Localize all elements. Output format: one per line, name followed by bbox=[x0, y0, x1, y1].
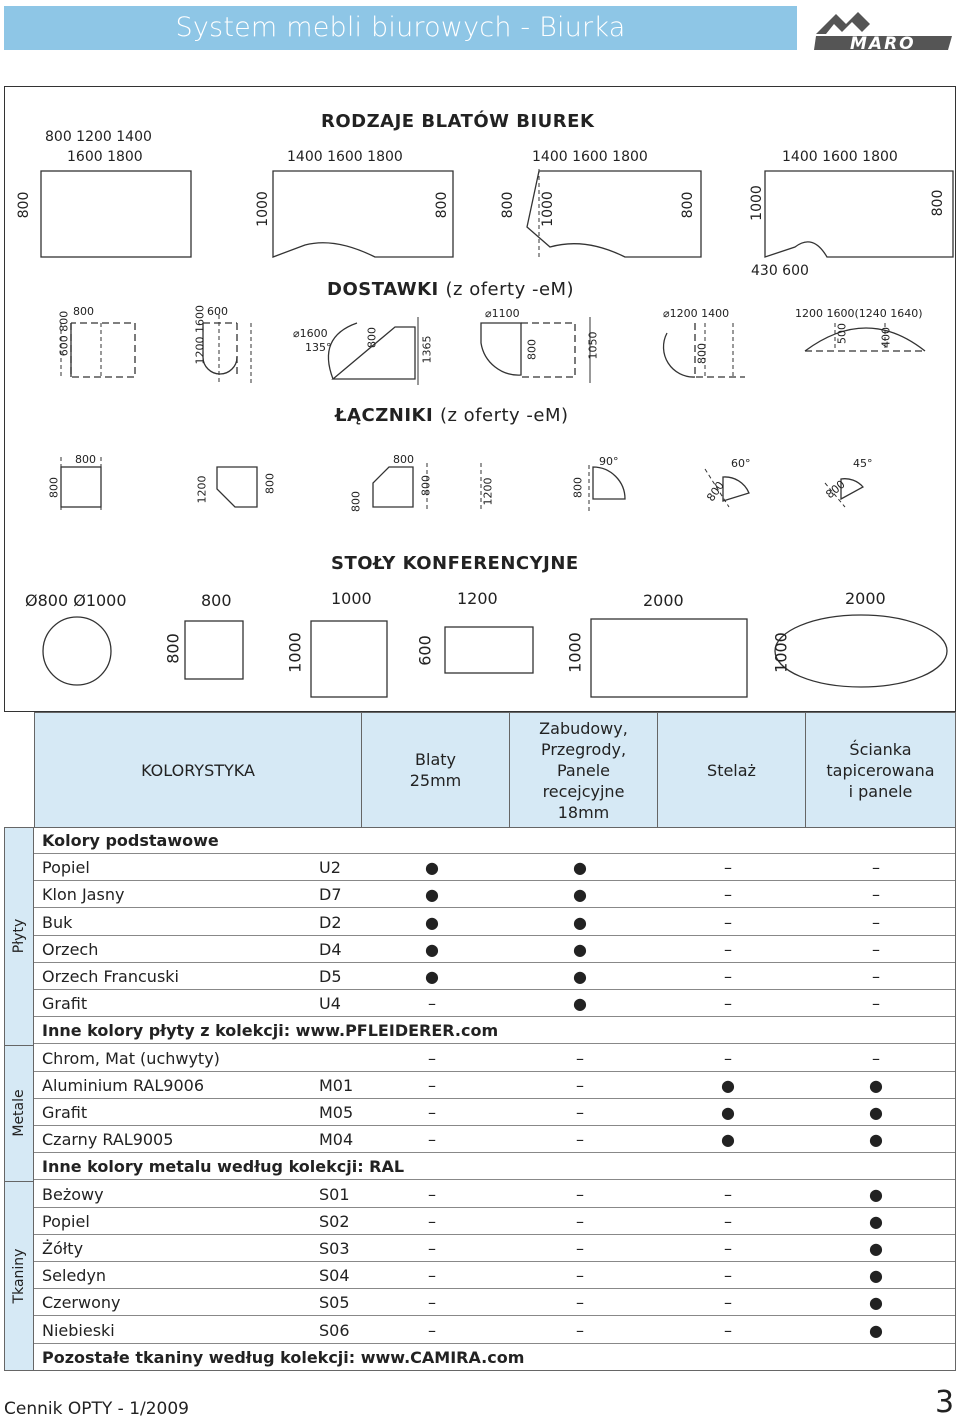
conf5-width: 2000 bbox=[643, 591, 684, 610]
conf2-depth: 800 bbox=[163, 633, 183, 664]
table-row bbox=[34, 1126, 956, 1153]
connector3-a: 800 bbox=[349, 491, 363, 512]
extensions-title-main: DOSTAWKI bbox=[327, 279, 439, 300]
table-row bbox=[34, 990, 956, 1017]
availability-mark: – bbox=[576, 1239, 584, 1258]
group-label: Metale bbox=[11, 1088, 27, 1137]
conf1-shape bbox=[43, 617, 111, 685]
availability-mark: ● bbox=[573, 885, 587, 905]
color-code: U2 bbox=[319, 858, 341, 878]
color-name: Aluminium RAL9006 bbox=[42, 1075, 205, 1095]
conf6-shape bbox=[775, 615, 947, 687]
conf2-shape bbox=[185, 621, 243, 679]
color-code: M01 bbox=[319, 1075, 354, 1095]
availability-mark: – bbox=[576, 1075, 584, 1095]
availability-mark: – bbox=[428, 1075, 436, 1095]
color-name: Seledyn bbox=[42, 1266, 107, 1286]
color-name: Żółty bbox=[42, 1239, 84, 1258]
conf4-depth: 600 bbox=[415, 635, 435, 666]
color-name: Czarny RAL9005 bbox=[42, 1130, 174, 1150]
availability-mark: – bbox=[428, 1130, 436, 1150]
logo-text: MARO bbox=[850, 34, 916, 52]
connectors-title-note: (z oferty -eM) bbox=[439, 405, 569, 426]
availability-mark: ● bbox=[573, 967, 587, 986]
conf3-depth: 1000 bbox=[285, 632, 305, 673]
table-header-col3: Stelaż bbox=[658, 712, 806, 827]
conf5-shape bbox=[591, 619, 747, 697]
drawings-panel bbox=[4, 86, 956, 712]
ext3-angle: 135° bbox=[305, 341, 332, 354]
table-header-col1: Blaty 25mm bbox=[362, 712, 510, 827]
conf6-width: 2000 bbox=[845, 589, 886, 608]
footer-page-number: 3 bbox=[935, 1385, 955, 1420]
group-label: Tkaniny bbox=[11, 1248, 28, 1304]
availability-mark: ● bbox=[869, 1211, 883, 1231]
availability-mark: ● bbox=[425, 939, 439, 959]
connector5-angle: 60° bbox=[731, 457, 751, 470]
table-row bbox=[34, 1153, 956, 1180]
availability-mark: – bbox=[724, 939, 732, 959]
page-title: System mebli biurowych - Biurka bbox=[175, 12, 626, 43]
color-name: Grafit bbox=[42, 1103, 88, 1122]
color-name: Niebieski bbox=[42, 1320, 115, 1340]
extensions-title-note: (z oferty -eM) bbox=[445, 279, 575, 300]
color-code: D7 bbox=[319, 885, 342, 905]
availability-mark: – bbox=[872, 939, 880, 959]
desktop3-depth-b: 1000 bbox=[540, 191, 556, 227]
ext6-a: 500 bbox=[835, 323, 849, 344]
availability-mark: – bbox=[724, 1320, 732, 1340]
availability-mark: ● bbox=[869, 1266, 883, 1286]
connector1-top: 800 bbox=[75, 453, 96, 466]
conf4-shape bbox=[445, 627, 533, 673]
color-code: M04 bbox=[319, 1130, 354, 1150]
table-row bbox=[34, 1262, 956, 1289]
availability-mark: ● bbox=[721, 1075, 735, 1095]
color-name: Grafit bbox=[42, 994, 88, 1014]
availability-mark: – bbox=[872, 885, 880, 905]
connectors-title-main: ŁĄCZNIKI bbox=[335, 405, 434, 426]
color-table bbox=[4, 712, 956, 1374]
table-header-title: KOLORYSTYKA bbox=[34, 712, 362, 827]
connector6-angle: 45° bbox=[853, 457, 873, 470]
connector4-angle: 90° bbox=[599, 455, 619, 468]
conf5-depth: 1000 bbox=[565, 632, 585, 673]
color-code: D4 bbox=[319, 939, 342, 959]
availability-mark: ● bbox=[425, 858, 439, 878]
desktop4-depth-b: 800 bbox=[930, 189, 946, 217]
table-subheading: Kolory podstawowe bbox=[42, 831, 219, 850]
table-subheading: Pozostałe tkaniny według kolekcji: www.CAMIRA.com bbox=[42, 1347, 525, 1367]
availability-mark: ● bbox=[573, 939, 587, 959]
availability-mark: – bbox=[576, 1293, 584, 1313]
desktop4-depth-a: 1000 bbox=[749, 185, 765, 221]
color-code: S06 bbox=[319, 1320, 350, 1340]
availability-mark: – bbox=[428, 1211, 436, 1231]
availability-mark: ● bbox=[869, 1184, 883, 1204]
ext4-depth: 1050 bbox=[586, 331, 600, 360]
table-row bbox=[34, 1317, 956, 1344]
connector1-side: 800 bbox=[47, 477, 61, 498]
availability-mark: – bbox=[724, 1239, 732, 1258]
availability-mark: – bbox=[428, 1048, 436, 1068]
desktop1-depth: 800 bbox=[16, 191, 32, 219]
availability-mark: – bbox=[576, 1320, 584, 1340]
color-code: S02 bbox=[319, 1211, 350, 1231]
connector2-b: 800 bbox=[263, 473, 277, 494]
table-header-col2: Zabudowy, Przegrody, Panele recejcyjne 18mm bbox=[510, 712, 658, 827]
ext2-top: 600 bbox=[207, 305, 228, 318]
ext1-side: 600 800 bbox=[57, 310, 71, 357]
ext3-side: 800 bbox=[365, 327, 379, 348]
table-row bbox=[34, 936, 956, 963]
color-code: S05 bbox=[319, 1293, 350, 1313]
conf2-width: 800 bbox=[201, 591, 232, 610]
table-row bbox=[34, 827, 956, 854]
desktop3-depth-a: 800 bbox=[500, 191, 516, 219]
conf3-width: 1000 bbox=[331, 589, 372, 608]
ext2-side: 1200 1600 bbox=[193, 305, 207, 365]
table-row bbox=[34, 1045, 956, 1072]
table-row bbox=[34, 854, 956, 881]
availability-mark: ● bbox=[869, 1320, 883, 1340]
color-code: M05 bbox=[319, 1103, 354, 1122]
availability-mark: – bbox=[724, 1184, 732, 1204]
color-name: Czerwony bbox=[42, 1293, 121, 1313]
color-code: S04 bbox=[319, 1266, 350, 1286]
availability-mark: – bbox=[724, 858, 732, 878]
color-name: Popiel bbox=[42, 858, 90, 878]
availability-mark: – bbox=[724, 885, 732, 905]
availability-mark: – bbox=[428, 1266, 436, 1286]
color-name: Beżowy bbox=[42, 1184, 104, 1204]
table-row bbox=[34, 1289, 956, 1316]
color-code: D2 bbox=[319, 912, 342, 932]
color-code: S01 bbox=[319, 1184, 350, 1204]
desktops-title: RODZAJE BLATÓW BIUREK bbox=[321, 111, 595, 132]
group-label: Płyty bbox=[11, 918, 27, 954]
availability-mark: ● bbox=[869, 1293, 883, 1313]
availability-mark: ● bbox=[869, 1239, 883, 1258]
availability-mark: – bbox=[872, 994, 880, 1014]
availability-mark: ● bbox=[721, 1103, 735, 1122]
availability-mark: – bbox=[576, 1103, 584, 1122]
connector6-side: 800 bbox=[823, 477, 848, 502]
availability-mark: – bbox=[428, 1103, 436, 1122]
availability-mark: – bbox=[428, 994, 436, 1014]
desktop3-depth-c: 800 bbox=[680, 191, 696, 219]
availability-mark: – bbox=[724, 967, 732, 986]
connector4-side: 800 bbox=[571, 477, 585, 498]
connector3-c: 1200 bbox=[481, 477, 495, 506]
availability-mark: ● bbox=[721, 1130, 735, 1150]
availability-mark: – bbox=[872, 967, 880, 986]
conference-title: STOŁY KONFERENCYJNE bbox=[331, 553, 579, 574]
conf4-width: 1200 bbox=[457, 589, 498, 608]
color-name: Popiel bbox=[42, 1211, 90, 1231]
availability-mark: – bbox=[428, 1293, 436, 1313]
color-name: Orzech Francuski bbox=[42, 967, 179, 986]
group-band bbox=[4, 827, 34, 1045]
desktop4-widths: 1400 1600 1800 bbox=[782, 149, 898, 165]
availability-mark: – bbox=[872, 1048, 880, 1068]
availability-mark: – bbox=[724, 1293, 732, 1313]
table-row bbox=[34, 1344, 956, 1371]
availability-mark: ● bbox=[573, 858, 587, 878]
connector3-b: 800 bbox=[419, 475, 433, 496]
conference-shapes bbox=[5, 87, 957, 713]
table-subheading: Inne kolory płyty z kolekcji: www.PFLEIDERER.com bbox=[42, 1021, 499, 1041]
conf1-diameter: Ø800 Ø1000 bbox=[25, 591, 127, 610]
group-band bbox=[4, 1181, 34, 1371]
ext3-depth: 1365 bbox=[420, 335, 434, 364]
table-row bbox=[34, 1017, 956, 1044]
desktop1-widths-a: 800 1200 1400 bbox=[45, 129, 152, 145]
ext6-top: 1200 1600(1240 1640) bbox=[795, 307, 923, 320]
table-row bbox=[34, 1235, 956, 1262]
footer-catalog-name: Cennik OPTY - 1/2009 bbox=[4, 1399, 189, 1419]
availability-mark: – bbox=[724, 912, 732, 932]
desktop2-widths: 1400 1600 1800 bbox=[287, 149, 403, 165]
availability-mark: – bbox=[428, 1239, 436, 1258]
availability-mark: ● bbox=[425, 885, 439, 905]
connector3-top: 800 bbox=[393, 453, 414, 466]
ext4-side: 800 bbox=[525, 339, 539, 360]
availability-mark: ● bbox=[425, 912, 439, 932]
color-name: Klon Jasny bbox=[42, 885, 125, 905]
table-row bbox=[34, 1099, 956, 1126]
color-name: Orzech bbox=[42, 939, 99, 959]
availability-mark: – bbox=[428, 1320, 436, 1340]
color-code: S03 bbox=[319, 1239, 350, 1258]
availability-mark: ● bbox=[869, 1075, 883, 1095]
color-name: Buk bbox=[42, 912, 73, 932]
table-row bbox=[34, 1208, 956, 1235]
ext3-diameter: ⌀1600 bbox=[293, 327, 328, 340]
availability-mark: – bbox=[576, 1048, 584, 1068]
table-header-col4: Ścianka tapicerowana i panele bbox=[806, 712, 956, 827]
table-row bbox=[34, 881, 956, 908]
availability-mark: – bbox=[724, 1048, 732, 1068]
table-row bbox=[34, 1181, 956, 1208]
availability-mark: – bbox=[724, 1211, 732, 1231]
maro-logo bbox=[812, 4, 956, 52]
availability-mark: – bbox=[428, 1184, 436, 1204]
availability-mark: – bbox=[576, 1211, 584, 1231]
ext6-b: 400 bbox=[879, 327, 893, 348]
availability-mark: ● bbox=[425, 967, 439, 986]
conf6-depth: 1000 bbox=[771, 632, 791, 673]
color-name: Chrom, Mat (uchwyty) bbox=[42, 1048, 220, 1068]
desktop2-depth-b: 800 bbox=[434, 191, 450, 219]
availability-mark: – bbox=[576, 1130, 584, 1150]
table-row bbox=[34, 963, 956, 990]
color-code: D5 bbox=[319, 967, 342, 986]
desktop4-cut: 430 600 bbox=[751, 263, 809, 279]
ext5-side: 800 bbox=[695, 343, 709, 364]
availability-mark: ● bbox=[869, 1130, 883, 1150]
availability-mark: – bbox=[872, 858, 880, 878]
desktop2-depth-a: 1000 bbox=[255, 191, 271, 227]
desktop1-widths-b: 1600 1800 bbox=[67, 149, 143, 165]
availability-mark: – bbox=[576, 1266, 584, 1286]
header-bar bbox=[4, 6, 797, 50]
ext4-diameter: ⌀1100 bbox=[485, 307, 520, 320]
desktop3-widths: 1400 1600 1800 bbox=[532, 149, 648, 165]
availability-mark: ● bbox=[573, 994, 587, 1014]
connector5-side: 800 bbox=[704, 479, 727, 504]
table-subheading: Inne kolory metalu według kolekcji: RAL bbox=[42, 1157, 405, 1177]
availability-mark: – bbox=[724, 994, 732, 1014]
table-row bbox=[34, 1072, 956, 1099]
ext5-diameter: ⌀1200 1400 bbox=[663, 307, 730, 320]
table-row bbox=[34, 909, 956, 936]
connector2-a: 1200 bbox=[195, 475, 209, 504]
availability-mark: – bbox=[724, 1266, 732, 1286]
group-band bbox=[4, 1045, 34, 1181]
availability-mark: – bbox=[872, 912, 880, 932]
availability-mark: ● bbox=[573, 912, 587, 932]
conf3-shape bbox=[311, 621, 387, 697]
availability-mark: ● bbox=[869, 1103, 883, 1122]
ext1-top: 800 bbox=[73, 305, 94, 318]
availability-mark: – bbox=[576, 1184, 584, 1204]
color-code: U4 bbox=[319, 994, 341, 1014]
